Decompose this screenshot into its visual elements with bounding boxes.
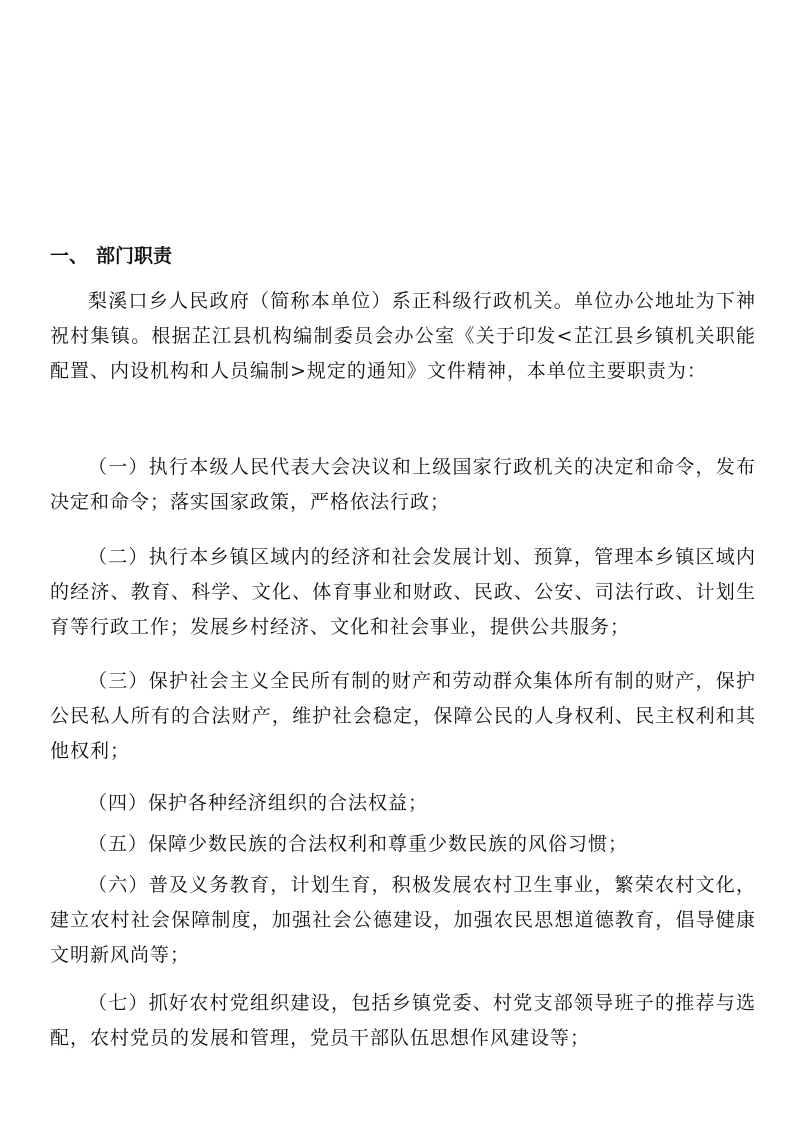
duty-item-5: （五）保障少数民族的合法权利和尊重少数民族的风俗习惯； <box>88 833 629 855</box>
duty-item-1: （一）执行本级人民代表大会决议和上级国家行政机关的决定和命令，发布决定和命令；落实国家政策，严格依法行政； <box>50 456 756 513</box>
duty-item-7: （七）抓好农村党组织建设，包括乡镇党委、村党支部领导班子的推荐与选配，农村党员的发展和管理，党员干部队伍思想作风建设等； <box>50 992 756 1049</box>
section-number: 一、 <box>50 245 89 267</box>
duty-item-3: （三）保护社会主义全民所有制的财产和劳动群众集体所有制的财产，保护公民私人所有的合法财产，维护社会稳定，保障公民的人身权利、民主权利和其他权利； <box>50 670 756 762</box>
intro-paragraph: 梨溪口乡人民政府（简称本单位）系正科级行政机关。单位办公地址为下神祝村集镇。根据芷江县机构编制委员会办公室《关于印发<芷江县乡镇机关职能配置、内设机构和人员编制>规定的通知》文件精神，本单位主要职责为： <box>50 290 756 382</box>
section-title: 部门职责 <box>96 245 173 267</box>
section-heading <box>50 242 172 270</box>
duty-item-4: （四）保护各种经济组织的合法权益； <box>88 792 429 814</box>
duty-item-6: （六）普及义务教育，计划生育，积极发展农村卫生事业，繁荣农村文化，建立农村社会保障制度，加强社会公德建设，加强农民思想道德教育，倡导健康文明新风尚等； <box>50 874 756 966</box>
duty-item-2: （二）执行本乡镇区域内的经济和社会发展计划、预算，管理本乡镇区域内的经济、教育、科学、文化、体育事业和财政、民政、公安、司法行政、计划生育等行政工作；发展乡村经济、文化和社会事业，提供公共服务； <box>50 546 756 638</box>
